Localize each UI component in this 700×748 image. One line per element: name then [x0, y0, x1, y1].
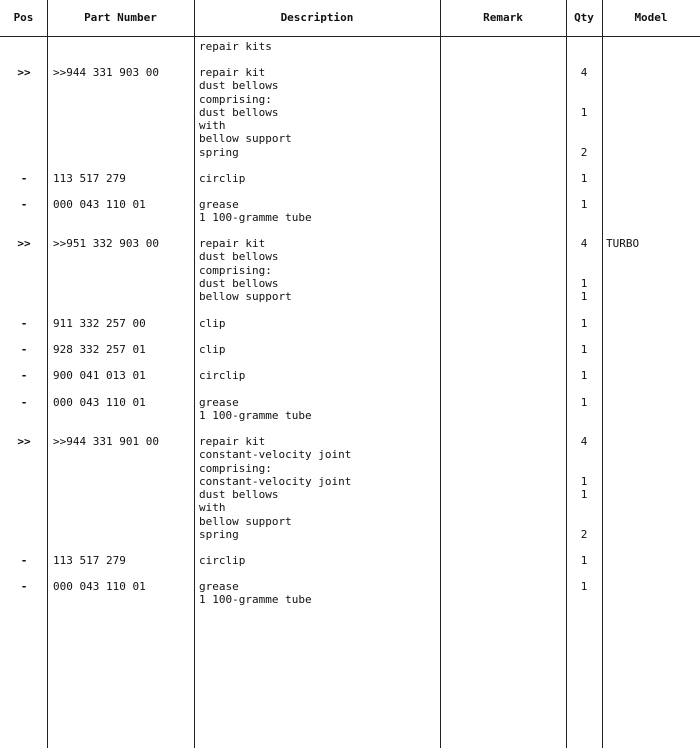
description-line: bellow support [199, 514, 292, 528]
description-line: dust bellows [199, 276, 279, 290]
description-line: constant-velocity joint [199, 448, 352, 462]
quantity-line [566, 132, 602, 145]
pos-marker: - [20, 580, 28, 593]
description-line: 1 100-gramme tube [199, 409, 312, 423]
description-line: clip [199, 343, 226, 356]
header-divider [0, 36, 700, 37]
header-part-number: Part Number [84, 11, 157, 24]
part-number: >>944 331 901 00 [53, 435, 159, 448]
quantity-line: 1 [580, 580, 588, 593]
description [199, 317, 437, 330]
pos-marker: - [20, 369, 28, 382]
quantity-line: 4 [580, 237, 588, 250]
description-line: spring [199, 528, 239, 542]
pos-marker: - [20, 396, 28, 409]
part-number: 000 043 110 01 [53, 198, 146, 211]
description-line: repair kits [199, 40, 272, 53]
quantity-line [566, 211, 602, 224]
quantity-line: 1 [580, 554, 588, 567]
quantity-line: 1 [580, 317, 588, 330]
header-description: Description [280, 11, 354, 24]
quantity [566, 396, 602, 423]
part-number: 911 332 257 00 [53, 317, 146, 330]
description-line: spring [199, 145, 239, 159]
description-line: circlip [199, 554, 246, 567]
part-number: 928 332 257 01 [53, 343, 146, 356]
description-line: dust bellows [199, 250, 279, 264]
description-line: clip [199, 317, 226, 330]
description-line: circlip [199, 172, 246, 185]
description-line: bellow support [199, 290, 292, 304]
description [199, 40, 437, 53]
quantity-line [566, 501, 602, 514]
quantity-line: 2 [580, 145, 588, 159]
description-line: constant-velocity joint [199, 474, 352, 488]
description-line: 1 100-gramme tube [199, 593, 312, 607]
quantity [566, 369, 602, 382]
description-line: with [199, 119, 226, 133]
quantity [566, 317, 602, 330]
quantity-line [566, 264, 602, 277]
pos-marker: - [20, 317, 28, 330]
quantity [566, 343, 602, 356]
description-line: repair kit [199, 66, 266, 79]
description [199, 172, 437, 185]
part-number: 000 043 110 01 [53, 580, 146, 593]
header-pos: Pos [13, 11, 34, 24]
part-number: >>944 331 903 00 [53, 66, 159, 79]
pos-marker: - [20, 198, 28, 211]
quantity-line [566, 515, 602, 528]
part-number: 000 043 110 01 [53, 396, 146, 409]
description-line: grease [199, 580, 239, 593]
description-line: grease [199, 198, 239, 211]
quantity [566, 40, 602, 53]
model: TURBO [606, 237, 640, 250]
description-line: grease [199, 396, 239, 409]
description-line: repair kit [199, 435, 266, 448]
quantity-line [566, 79, 602, 92]
description [199, 580, 437, 607]
description-line: with [199, 501, 226, 515]
description-line: circlip [199, 369, 246, 382]
pos-marker: >> [17, 66, 31, 79]
quantity-line: 1 [580, 105, 588, 119]
part-number: 113 517 279 [53, 554, 126, 567]
quantity-line [566, 593, 602, 606]
part-number: 900 041 013 01 [53, 369, 146, 382]
column-divider [602, 0, 603, 748]
quantity-line: 1 [580, 488, 588, 502]
quantity-line [566, 462, 602, 475]
description-line: dust bellows [199, 79, 279, 93]
column-divider [194, 0, 195, 748]
quantity [566, 554, 602, 567]
quantity [566, 435, 602, 541]
quantity-line [566, 93, 602, 106]
description [199, 237, 437, 303]
part-number: >>951 332 903 00 [53, 237, 159, 250]
quantity [566, 198, 602, 225]
header-remark: Remark [483, 11, 523, 24]
pos-marker: >> [17, 237, 31, 250]
header-model: Model [634, 11, 668, 24]
column-divider [440, 0, 441, 748]
pos-marker: - [20, 172, 28, 185]
description [199, 396, 437, 423]
pos-marker: - [20, 554, 28, 567]
quantity-line: 1 [580, 172, 588, 185]
quantity [566, 237, 602, 303]
quantity-line [566, 250, 602, 263]
quantity-line [566, 40, 602, 53]
description-line: comprising: [199, 92, 272, 106]
part-number: 113 517 279 [53, 172, 126, 185]
quantity-line: 1 [580, 474, 588, 488]
quantity-line: 2 [580, 528, 588, 542]
quantity-line [566, 119, 602, 132]
description-line: bellow support [199, 132, 292, 146]
quantity-line: 1 [580, 396, 588, 409]
quantity-line: 1 [580, 276, 588, 290]
description-line: comprising: [199, 461, 272, 475]
description-line: 1 100-gramme tube [199, 211, 312, 225]
quantity [566, 172, 602, 185]
description-line: dust bellows [199, 105, 279, 119]
description [199, 369, 437, 382]
quantity-line: 4 [580, 66, 588, 79]
quantity-line: 4 [580, 435, 588, 448]
pos-marker: - [20, 343, 28, 356]
description-line: repair kit [199, 237, 266, 250]
pos-marker: >> [17, 435, 31, 448]
description [199, 198, 437, 225]
quantity [566, 66, 602, 159]
quantity-line [566, 409, 602, 422]
description [199, 66, 437, 159]
quantity-line: 1 [580, 198, 588, 211]
description [199, 554, 437, 567]
description-line: comprising: [199, 263, 272, 277]
header-qty: Qty [574, 11, 594, 24]
quantity [566, 580, 602, 607]
description [199, 435, 437, 541]
quantity-line [566, 448, 602, 461]
quantity-line: 1 [580, 290, 588, 304]
quantity-line: 1 [580, 369, 588, 382]
quantity-line: 1 [580, 343, 588, 356]
description-line: dust bellows [199, 488, 279, 502]
description [199, 343, 437, 356]
